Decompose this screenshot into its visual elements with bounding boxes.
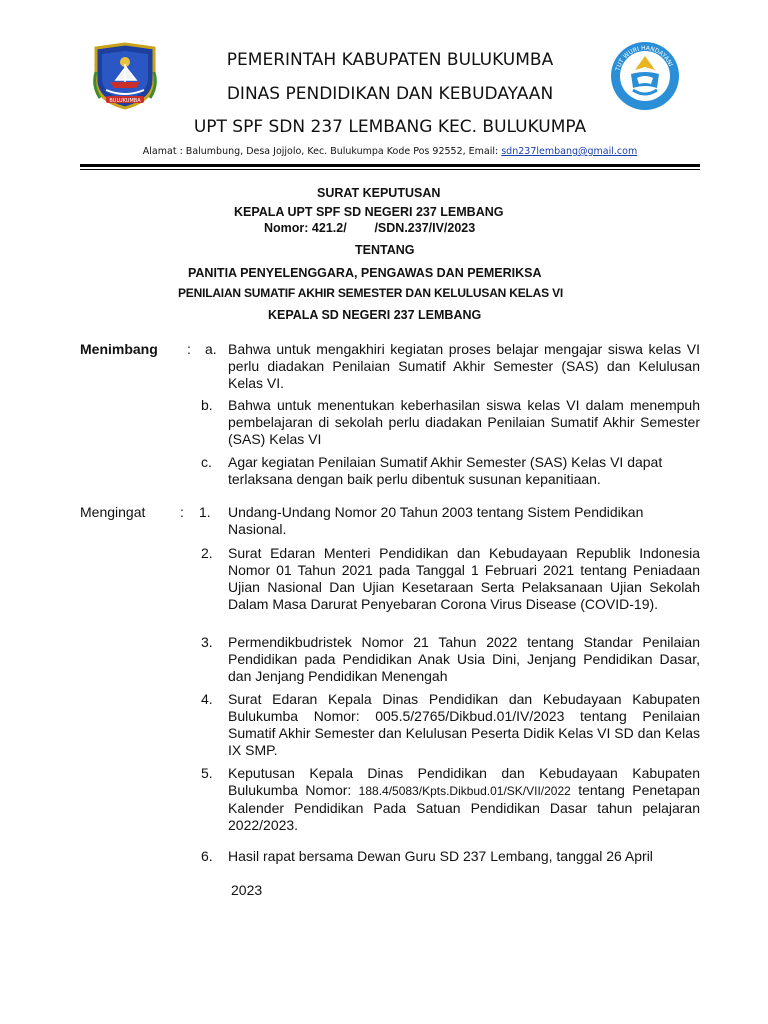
menimbang-marker-b: b. <box>201 397 213 413</box>
header-rule-thin <box>80 169 700 170</box>
menimbang-label: Menimbang <box>80 341 158 357</box>
header-rule-thick <box>80 164 700 167</box>
letterhead-address <box>80 146 700 157</box>
mengingat-marker-4: 4. <box>201 691 213 707</box>
item-5-text-a: Keputusan Kepala Dinas Pendidikan dan Kebudayaan Kabupaten Bulukumba Nomor: <box>228 765 700 798</box>
letterhead-department: DINAS PENDIDIKAN DAN KEBUDAYAAN <box>226 84 554 104</box>
mengingat-item-6-year: 2023 <box>231 882 263 898</box>
mengingat-item-3: Permendikbudristek Nomor 21 Tahun 2022 tentang Standar Penilaian Pendidikan pada Pendidikan Anak Usia Dini, Jenjang Pendidikan Dasar, dan Jenjang Pendidikan Menengah <box>228 634 700 684</box>
mengingat-marker-5: 5. <box>201 765 213 781</box>
email-link[interactable]: sdn237lembang@gmail.com <box>501 146 638 157</box>
letterhead-school: UPT SPF SDN 237 LEMBANG KEC. BULUKUMPA <box>193 117 587 137</box>
doc-subject-3: KEPALA SD NEGERI 237 LEMBANG <box>268 308 482 322</box>
doc-number: Nomor: 421.2/ /SDN.237/IV/2023 <box>264 221 476 235</box>
letterhead-government: PEMERINTAH KABUPATEN BULUKUMBA <box>226 50 554 70</box>
mengingat-item-5 <box>228 765 700 834</box>
menimbang-marker-c: c. <box>201 454 212 470</box>
doc-tentang: TENTANG <box>355 243 415 257</box>
mengingat-item-6: Hasil rapat bersama Dewan Guru SD 237 Lembang, tanggal 26 April <box>228 848 653 864</box>
mengingat-marker-2: 2. <box>201 545 213 561</box>
mengingat-colon: : <box>180 504 184 520</box>
doc-issuer: KEPALA UPT SPF SD NEGERI 237 LEMBANG <box>234 205 504 219</box>
mengingat-item-2: Surat Edaran Menteri Pendidikan dan Kebudayaan Republik Indonesia Nomor 01 Tahun 2021 pada Tanggal 1 Februari 2021 tentang Peniadaan Ujian Nasional Dan Ujian Kesetaraan Serta Pelaksanaan Ujian Sekolah Dalam Masa Darurat Penyebaran Corona Virus Disease (COVID-19). <box>228 545 700 612</box>
address-text: Alamat : Balumbung, Desa Jojjolo, Kec. Bulukumpa Kode Pos 92552, Email: <box>142 146 502 157</box>
svg-text:BULUKUMBA: BULUKUMBA <box>109 98 141 104</box>
menimbang-colon: : <box>187 341 191 357</box>
doc-subject-1: PANITIA PENYELENGGARA, PENGAWAS DAN PEMERIKSA <box>188 266 542 280</box>
item-5-text-b: tentang Penetapan Kalender Pendidikan Pada Satuan Pendidikan Dasar tahun pelajaran 2022/2023. <box>228 782 700 833</box>
svg-text:TUT WURI HANDAYANI: TUT WURI HANDAYANI <box>614 44 674 72</box>
mengingat-item-1: Undang-Undang Nomor 20 Tahun 2003 tentang Sistem Pendidikan Nasional. <box>228 504 644 537</box>
menimbang-marker-a: a. <box>205 341 217 357</box>
mengingat-marker-3: 3. <box>201 634 213 650</box>
mengingat-marker-1: 1. <box>199 504 211 520</box>
menimbang-item-a: Bahwa untuk mengakhiri kegiatan proses belajar mengajar siswa kelas VI perlu diadakan Penilaian Sumatif Akhir Semester (SAS) dan Kelulusan Kelas VI. <box>228 341 700 391</box>
bulukumba-emblem-logo <box>92 42 158 110</box>
mengingat-label: Mengingat <box>80 504 146 520</box>
menimbang-item-b: Bahwa untuk menentukan keberhasilan siswa kelas VI dalam menempuh pembelajaran di sekolah perlu diadakan Penilaian Sumatif Akhir Semester (SAS) Kelas VI <box>228 397 700 447</box>
doc-title: SURAT KEPUTUSAN <box>317 186 441 200</box>
menimbang-item-c: Agar kegiatan Penilaian Sumatif Akhir Semester (SAS) Kelas VI dapat terlaksana dengan baik perlu dibentuk susunan kepanitiaan. <box>228 454 663 487</box>
mengingat-marker-6: 6. <box>201 848 213 864</box>
item-5-decree-number: 188.4/5083/Kpts.Dikbud.01/SK/VII/2022 <box>358 784 571 798</box>
mengingat-item-4: Surat Edaran Kepala Dinas Pendidikan dan Kebudayaan Kabupaten Bulukumba Nomor: 005.5/2765/Dikbud.01/IV/2023 tentang Penilaian Sumatif Akhir Semester dan Kelulusan Peserta Didik Kelas VI SD dan Kelas IX SMP. <box>228 691 700 758</box>
doc-subject-2: PENILAIAN SUMATIF AKHIR SEMESTER DAN KELULUSAN KELAS VI <box>178 286 564 300</box>
